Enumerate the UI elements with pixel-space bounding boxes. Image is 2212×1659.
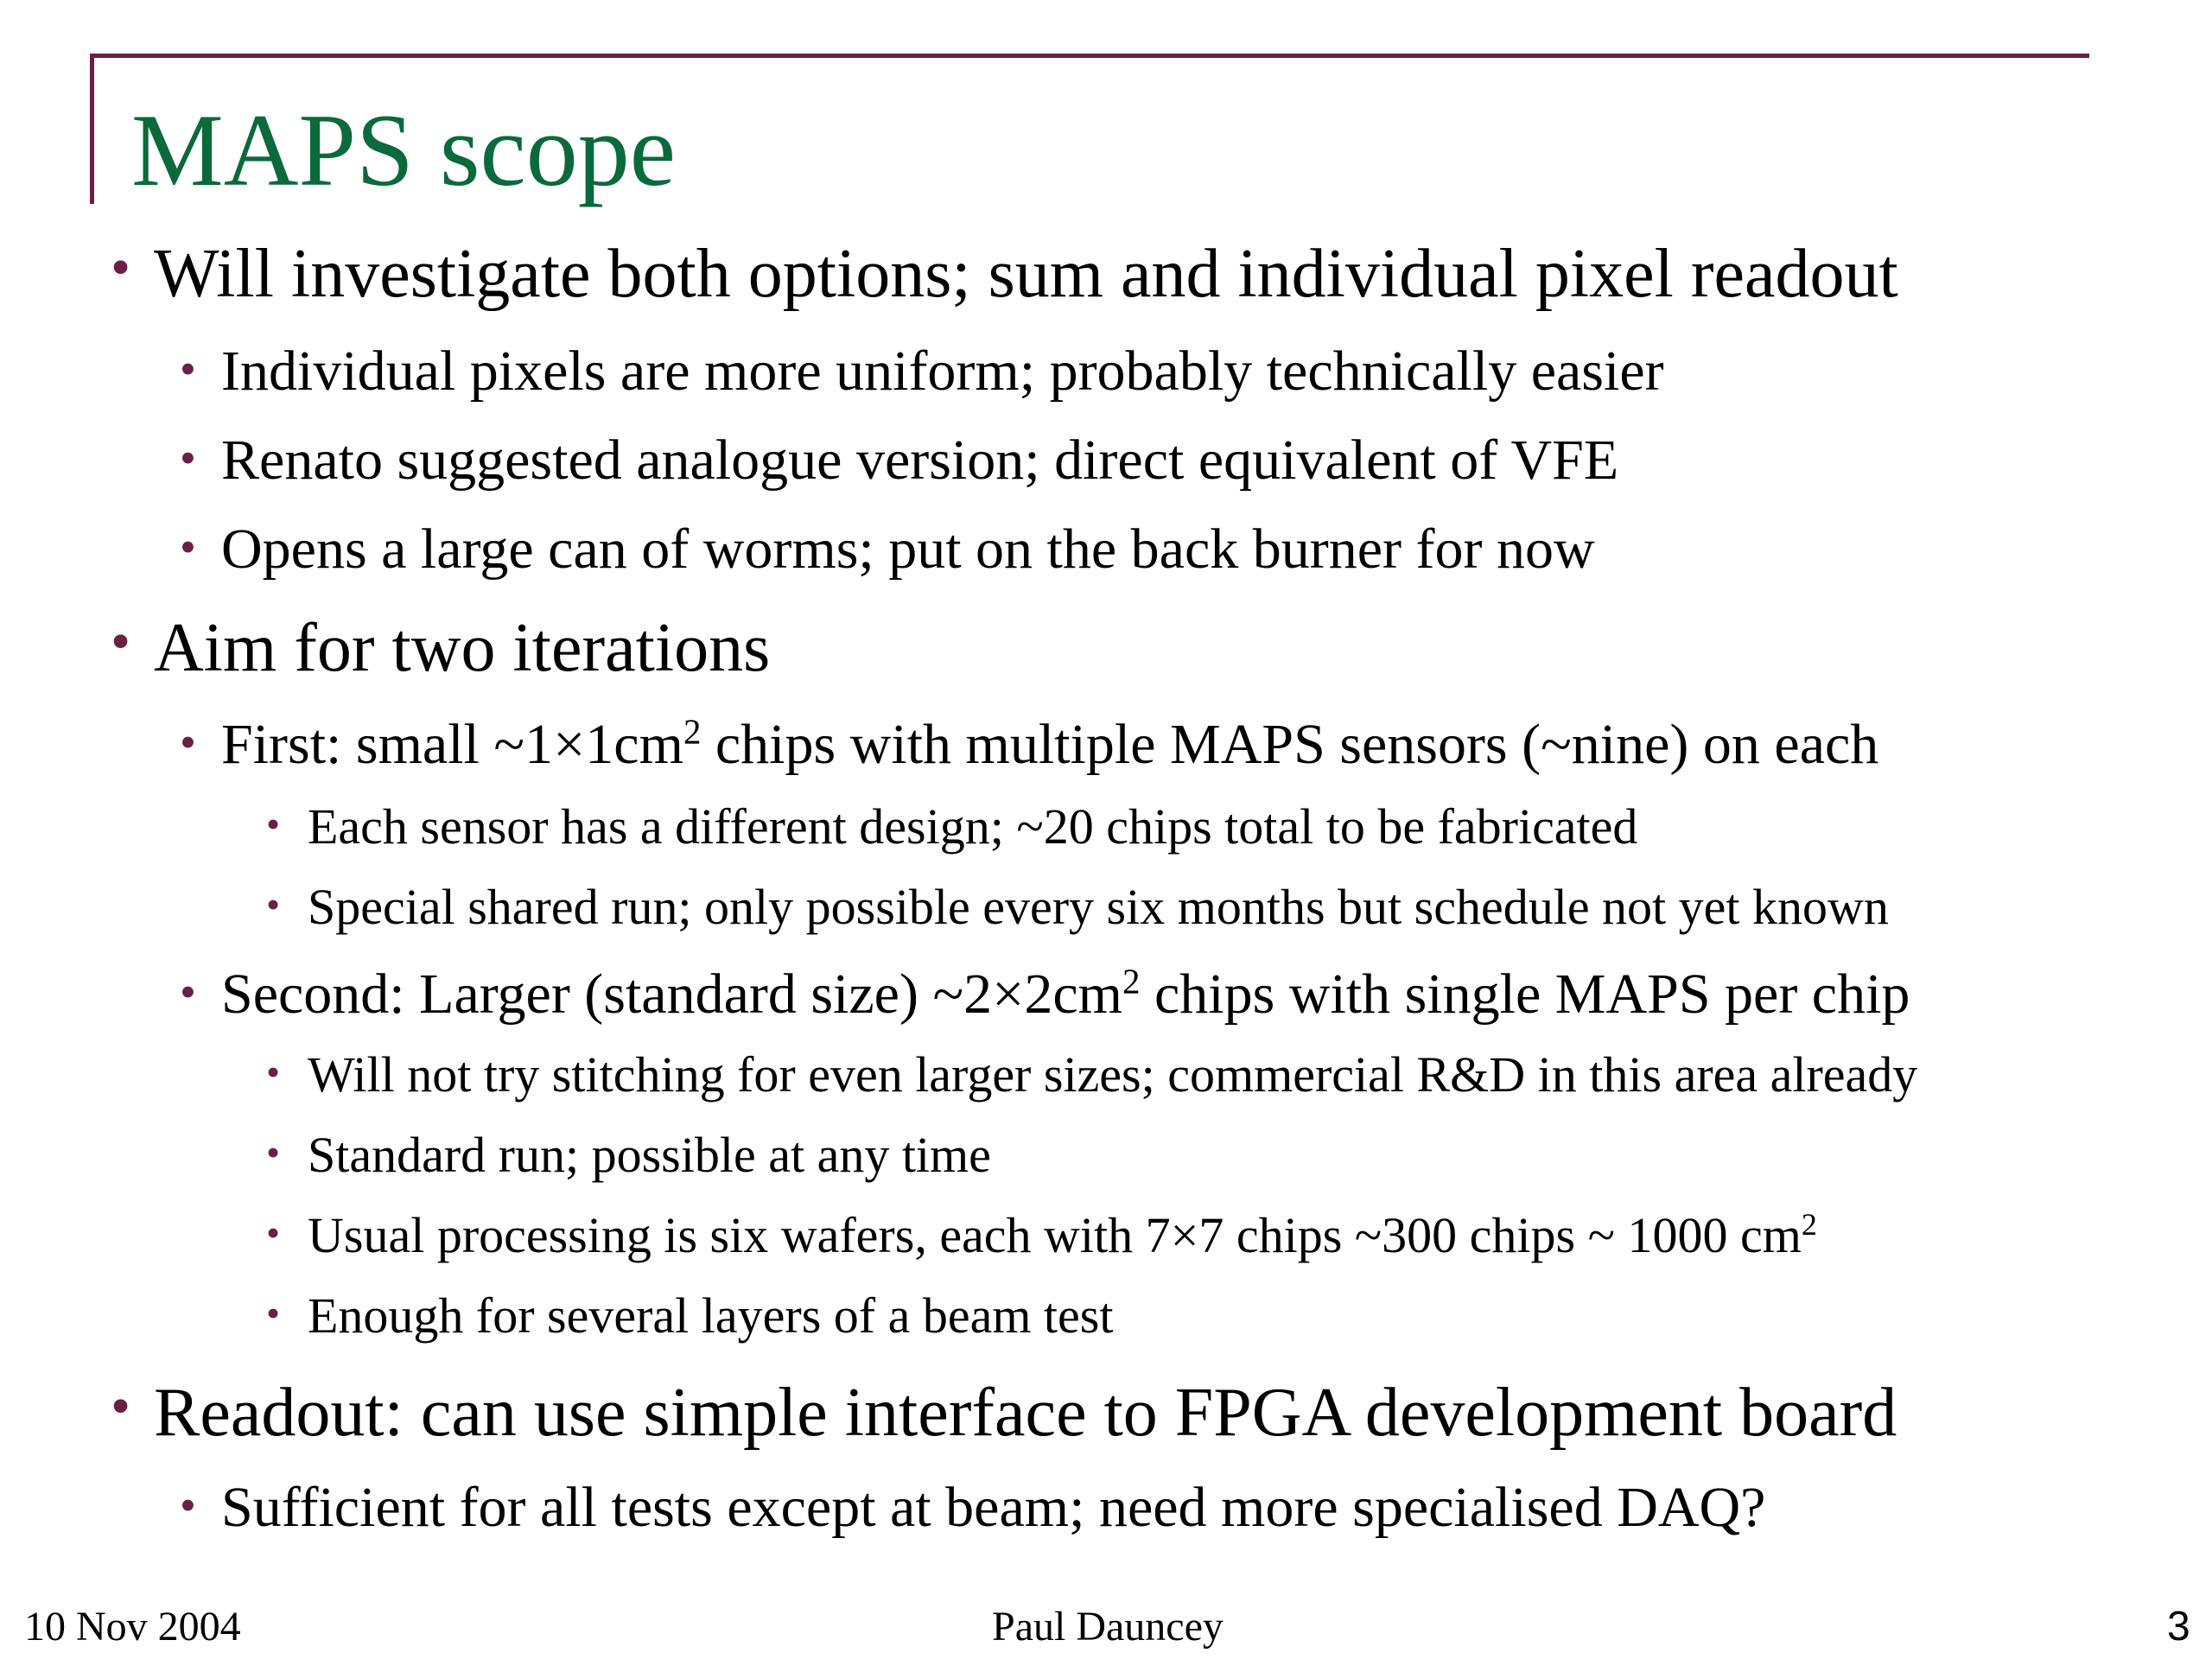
bullet-marker: • bbox=[180, 716, 196, 768]
bullet-no-stitching: Will not try stitching for even larger sizes; commercial R&D in this area already bbox=[308, 1046, 1918, 1103]
bullet-first-iteration: First: small $\sim 1\times 1cm^2$ chips with multiple MAPS sensors (~nine) on each bbox=[221, 712, 1879, 776]
bullet-marker: • bbox=[180, 1479, 196, 1531]
bullet-beam-test-layers: Enough for several layers of a beam test bbox=[308, 1287, 1114, 1344]
title-frame-top-rule bbox=[90, 54, 2089, 58]
bullet-sensor-designs: Each sensor has a different design; ~20 chips total to be fabricated bbox=[308, 798, 1638, 855]
footer-date: 10 Nov 2004 bbox=[24, 1604, 241, 1649]
bullet-renato-analogue: Renato suggested analogue version; direct equivalent of VFE bbox=[221, 429, 1619, 492]
footer-author: Paul Dauncey bbox=[992, 1604, 1224, 1649]
bullet-can-of-worms: Opens a large can of worms; put on the back burner for now bbox=[221, 518, 1595, 581]
bullet-shared-run: Special shared run; only possible every six months but schedule not yet known bbox=[308, 879, 1889, 935]
slide-title: MAPS scope bbox=[131, 92, 677, 207]
bullet-readout-fpga: Readout: can use simple interface to FPGA development board bbox=[154, 1375, 1897, 1451]
bullet-marker: • bbox=[111, 610, 131, 673]
bullet-marker: • bbox=[180, 432, 196, 484]
bullet-marker: • bbox=[266, 1050, 281, 1094]
page-number: 3 bbox=[2167, 1604, 2190, 1649]
bullet-marker: • bbox=[111, 1375, 131, 1438]
bullet-marker: • bbox=[266, 1291, 281, 1335]
bullet-marker: • bbox=[180, 966, 196, 1018]
bullet-standard-run: Standard run; possible at any time bbox=[308, 1127, 991, 1183]
bullet-marker: • bbox=[266, 882, 281, 926]
bullet-individual-pixels: Individual pixels are more uniform; probably technically easier bbox=[221, 340, 1664, 403]
bullet-marker: • bbox=[111, 236, 131, 299]
bullet-marker: • bbox=[180, 343, 196, 395]
bullet-investigate-options: Will investigate both options; sum and individual pixel readout bbox=[154, 236, 1898, 312]
bullet-two-iterations: Aim for two iterations bbox=[154, 610, 771, 686]
bullet-sufficient-tests: Sufficient for all tests except at beam; need more specialised DAQ? bbox=[221, 1476, 1766, 1539]
bullet-marker: • bbox=[266, 802, 281, 846]
bullet-marker: • bbox=[266, 1211, 281, 1255]
title-frame-left-rule bbox=[90, 54, 94, 204]
bullet-marker: • bbox=[266, 1130, 281, 1174]
bullet-second-iteration: Second: Larger (standard size) $\sim 2\times 2cm^2$ chips with single MAPS per chip bbox=[221, 962, 1910, 1026]
bullet-marker: • bbox=[180, 521, 196, 573]
bullet-usual-processing: Usual processing is six wafers, each with 7×7 chips ~300 chips ~ 1000 $cm^2$ bbox=[308, 1207, 1817, 1263]
